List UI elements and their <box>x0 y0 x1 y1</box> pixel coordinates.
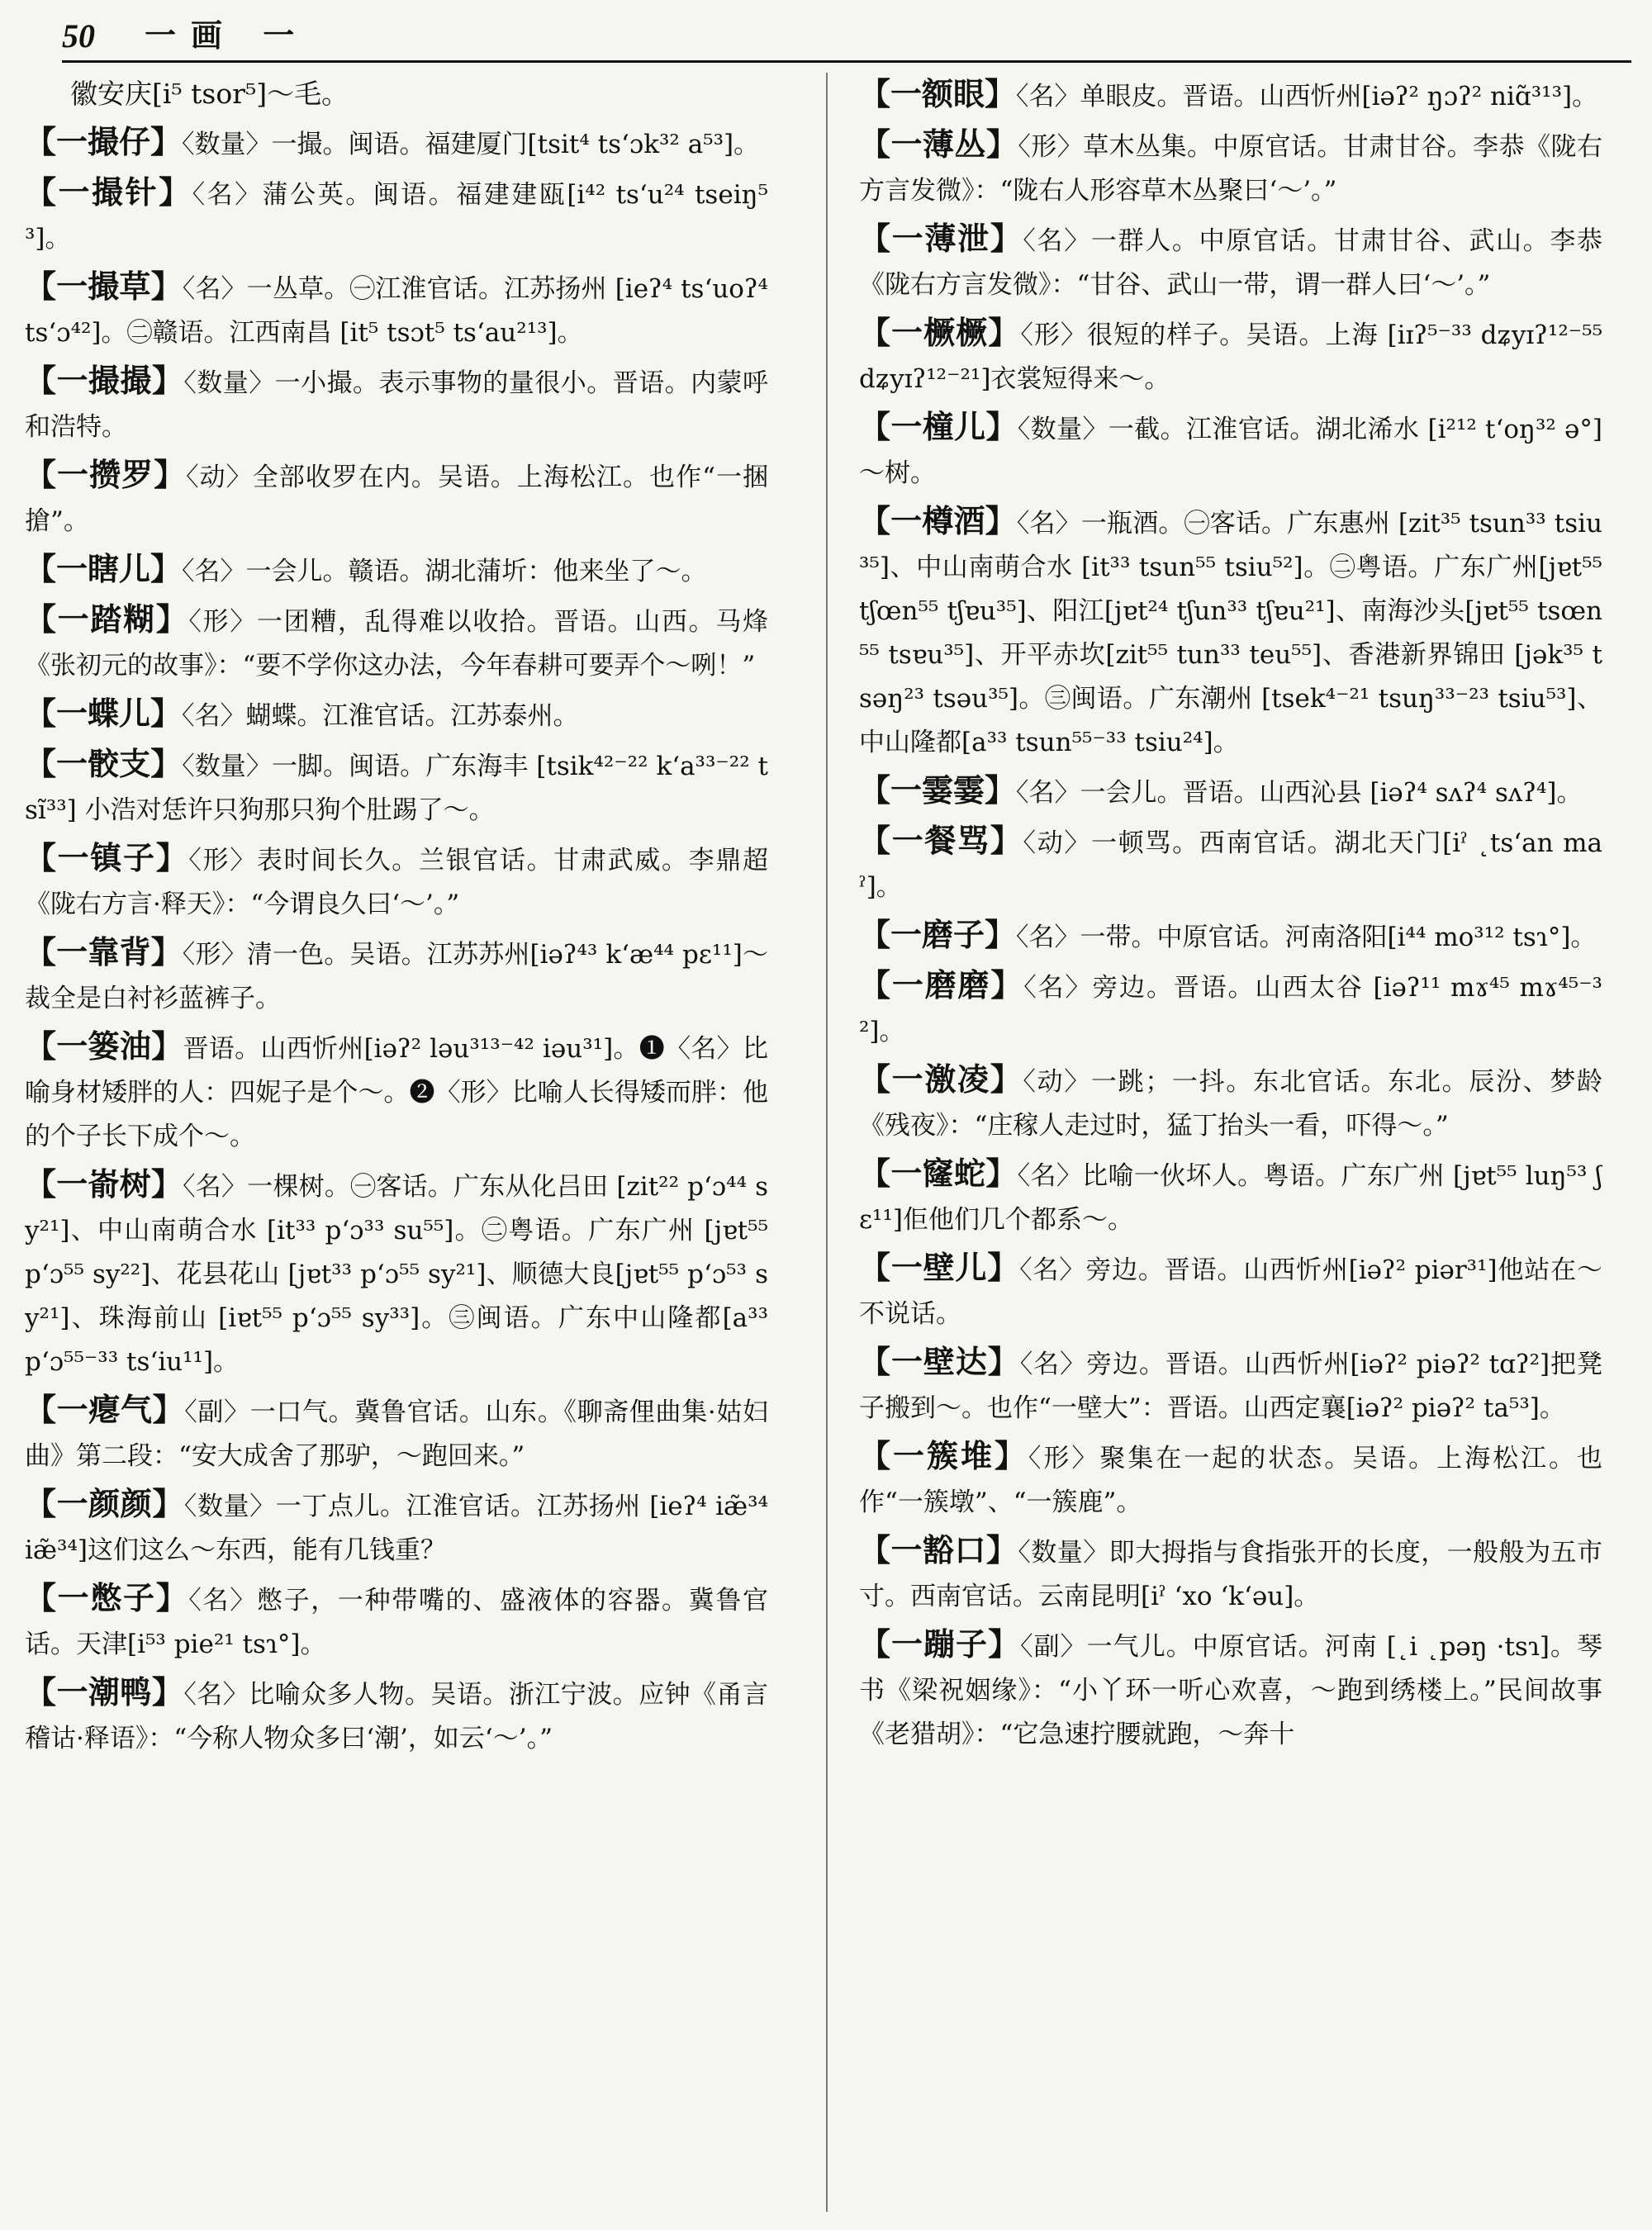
dictionary-entry <box>25 1163 768 1383</box>
entry-headword: 【一憋子】 <box>25 1579 189 1616</box>
entry-definition: 一群人。中原官话。甘肃甘谷、武山。李恭《陇右方言发微》：“甘谷、武山一带，谓一群人曰‘～’。” <box>859 226 1602 300</box>
part-of-speech: 〈数量〉 <box>1017 415 1108 444</box>
part-of-speech: 〈名〉 <box>192 180 263 210</box>
entry-headword: 【一攒罗】 <box>25 456 187 493</box>
dictionary-entry <box>25 453 768 543</box>
entry-definition: 旁边。晋语。山西太谷 [iəʔ¹¹ mɤ⁴⁵ mɤ⁴⁵⁻³²]。 <box>859 973 1602 1046</box>
part-of-speech: 〈名〉 <box>1016 778 1080 808</box>
entry-headword: 【一薄泄】 <box>859 220 1023 257</box>
entry-headword: 【一撮仔】 <box>25 123 183 160</box>
part-of-speech: 〈数量〉 <box>183 1492 276 1521</box>
part-of-speech: 〈名〉 <box>1017 1161 1083 1191</box>
entry-headword: 【一撮针】 <box>25 173 192 211</box>
dictionary-entry <box>859 1152 1602 1241</box>
entry-headword: 【一橦儿】 <box>859 408 1018 445</box>
entry-headword: 【一蹦子】 <box>859 1625 1021 1663</box>
dictionary-entry <box>859 1623 1602 1756</box>
entry-headword: 【一窿蛇】 <box>859 1155 1018 1192</box>
part-of-speech: 〈名〉 <box>1016 82 1080 112</box>
left-column <box>25 73 768 2212</box>
entry-definition: 一截。江淮官话。湖北浠水 [i²¹² t‘oŋ³² ə°]～树。 <box>859 415 1602 488</box>
entry-definition: 比喻众多人物。吴语。浙江宁波。应钟《甬言稽诂·释语》：“今称人物众多曰‘潮’，如云‘～’。” <box>25 1680 768 1753</box>
part-of-speech: 〈形〉 <box>1020 320 1087 350</box>
entry-definition: 一顿骂。西南官话。湖北天门[iˀ ˛ts‘an maˀ]。 <box>859 828 1602 902</box>
entry-definition: 一会儿。赣语。湖北蒲圻：他来坐了～。 <box>245 557 707 586</box>
entry-headword: 【一镇子】 <box>25 839 189 876</box>
entry-definition: 晋语。山西忻州[iəʔ² ləu³¹³⁻⁴² iəu³¹]。❶〈名〉比喻身材矮胖的人：四妮子是个～。❷〈形〉比喻人长得矮而胖：他的个子长下成个～。 <box>25 1034 768 1151</box>
dictionary-entry <box>859 123 1602 212</box>
entry-headword: 【一簇堆】 <box>859 1437 1028 1474</box>
dictionary-entry <box>859 500 1602 764</box>
part-of-speech: 〈副〉 <box>1020 1632 1087 1662</box>
entry-definition: 全部收罗在内。吴语。上海松江。也作“一捆搶”。 <box>25 463 768 536</box>
entry-headword: 【一篓油】 <box>25 1027 183 1065</box>
entry-headword: 【一霎霎】 <box>859 771 1017 809</box>
part-of-speech: 〈名〉 <box>1019 1255 1086 1285</box>
entry-headword: 【一壁达】 <box>859 1343 1020 1380</box>
part-of-speech: 〈名〉 <box>1016 923 1080 952</box>
entry-definition: 蝴蝶。江淮官话。江苏泰州。 <box>245 701 579 731</box>
dictionary-entry <box>25 931 768 1020</box>
entry-headword: 【一颜颜】 <box>25 1485 184 1522</box>
entry-headword: 【一靠背】 <box>25 933 183 970</box>
entry-definition: 一气儿。中原官话。河南 [˛i ˛pəŋ ·tsɿ]。琴书《梁祝姻缘》：“小丫环一听心欢喜，～跑到绣楼上。”民间故事《老猎胡》：“它急速拧腰就跑，～奔十 <box>859 1632 1602 1749</box>
part-of-speech: 〈动〉 <box>1023 828 1092 858</box>
entry-definition: 一带。中原官话。河南洛阳[i⁴⁴ mo³¹² tsɿ°]。 <box>1080 923 1597 952</box>
entry-headword: 【一樽酒】 <box>859 502 1017 539</box>
entry-headword: 【一豁口】 <box>859 1531 1018 1568</box>
entry-definition: 一棵树。㊀客话。广东从化吕田 [zit²² p‘ɔ⁴⁴ sy²¹]、中山南萌合水 [it³³ p‘ɔ³³ su⁵⁵]。㊁粤语。广东广州 [jɐt⁵⁵ p‘ɔ⁵⁵ sy²²]、花县花山 [jɐt³³ p‘ɔ⁵⁵ sy²¹]、顺德大良[jɐt⁵⁵ p‘ɔ⁵³ sy²¹]、珠海前山 [iɐt⁵⁵ p‘ɔ⁵⁵ sy³³]。㊂闽语。广东中山隆都[a³³ p‘ɔ⁵⁵⁻³³ ts‘iu¹¹]。 <box>25 1172 768 1377</box>
entry-definition: 聚集在一起的状态。吴语。上海松江。也作“一簇墩”、“一簇鹿”。 <box>859 1444 1602 1517</box>
entry-definition: 憋子，一种带嘴的、盛液体的容器。冀鲁官话。天津[i⁵³ pie²¹ tsɿ°]。 <box>25 1586 768 1659</box>
entry-definition: 一瓶酒。㊀客话。广东惠州 [zit³⁵ tsun³³ tsiu³⁵]、中山南萌合水 [it³³ tsun⁵⁵ tsiu⁵²]。㊁粤语。广东广州[jɐt⁵⁵ tʃœn⁵⁵ tʃɐu³⁵]、阳江[jɐt²⁴ tʃun³³ tʃɐu²¹]、南海沙头[jɐt⁵⁵ tsœn⁵⁵ tsɐu³⁵]、开平赤坎[zit⁵⁵ tun³³ teu⁵⁵]、香港新界锦田 [jək³⁵ tsəŋ²³ tsəu³⁵]。㊂闽语。广东潮州 [tsek⁴⁻²¹ tsuŋ³³⁻²³ tsiu⁵³]、中山隆都[a³³ tsun⁵⁵⁻³³ tsiu²⁴]。 <box>859 509 1602 757</box>
column-divider <box>826 73 828 2212</box>
entry-headword: 【一骹支】 <box>25 745 183 782</box>
dictionary-entry <box>25 359 768 448</box>
entry-headword: 【一餐骂】 <box>859 822 1023 859</box>
entry-definition: 一丁点儿。江淮官话。江苏扬州 [ieʔ⁴ iæ̃³⁴ iæ̃³⁴]这们这么～东西，能有几钱重？ <box>25 1492 768 1565</box>
part-of-speech: 〈数量〉 <box>183 368 275 398</box>
entry-definition: 即大拇指与食指张开的长度，一般般为五市寸。西南官话。云南昆明[iˀ ‘xo ‘k‘əu]。 <box>859 1538 1602 1611</box>
entry-definition: 一团糟，乱得难以收拾。晋语。山西。马烽《张初元的故事》：“要不学你这办法，今年春耕可要弄个～咧！” <box>25 607 768 681</box>
dictionary-entry <box>25 171 768 260</box>
entry-headword: 【一薄丛】 <box>859 126 1018 163</box>
entry-headword: 【一嵛树】 <box>25 1165 183 1203</box>
entry-definition: 很短的样子。吴语。上海 [iɪʔ⁵⁻³³ dʑyɪʔ¹²⁻⁵⁵ dʑyɪʔ¹²⁻²¹]衣裳短得来～。 <box>859 320 1602 394</box>
entry-headword: 【一瘪气】 <box>25 1391 185 1428</box>
entry-headword: 【一踏糊】 <box>25 600 189 638</box>
dictionary-entry <box>859 913 1602 959</box>
dictionary-entry <box>25 548 768 593</box>
right-column <box>859 73 1602 2212</box>
entry-headword: 【一磨子】 <box>859 916 1017 953</box>
dictionary-entry <box>25 1483 768 1572</box>
dictionary-entry <box>859 769 1602 814</box>
part-of-speech: 〈形〉 <box>1018 132 1084 162</box>
dictionary-entry <box>859 964 1602 1053</box>
entry-headword: 【一激凌】 <box>859 1060 1023 1098</box>
dictionary-entry <box>25 692 768 738</box>
entry-definition: 旁边。晋语。山西忻州[iəʔ² piər³¹]他站在～不说话。 <box>859 1255 1602 1329</box>
entry-definition: 单眼皮。晋语。山西忻州[iəʔ² ŋɔʔ² niɑ̃³¹³]。 <box>1080 82 1598 112</box>
entry-headword: 【一撮撮】 <box>25 362 184 399</box>
entry-definition: 清一色。吴语。江苏苏州[iəʔ⁴³ k‘æ⁴⁴ pɛ¹¹]～裁全是白衬衫蓝裤子。 <box>25 940 768 1013</box>
part-of-speech: 〈形〉 <box>182 940 247 970</box>
entry-definition: 旁边。晋语。山西忻州[iəʔ² piəʔ² tɑʔ²]把凳子搬到～。也作“一壁大”：晋语。山西定襄[iəʔ² piəʔ² ta⁵³]。 <box>859 1350 1602 1423</box>
entry-definition: 一丛草。㊀江淮官话。江苏扬州 [ieʔ⁴ ts‘uoʔ⁴ ts‘ɔ⁴²]。㊁赣语。江西南昌 [it⁵ tsɔt⁵ ts‘au²¹³]。 <box>25 274 768 348</box>
part-of-speech: 〈名〉 <box>183 1680 249 1710</box>
entry-headword: 【一壁儿】 <box>859 1249 1020 1286</box>
entry-headword: 【一橛橛】 <box>859 314 1021 351</box>
part-of-speech: 〈形〉 <box>188 607 257 637</box>
section-title: 一画 一 <box>145 17 310 54</box>
dictionary-entry <box>25 265 768 354</box>
entry-headword: 【一瞎儿】 <box>25 550 183 587</box>
part-of-speech: 〈名〉 <box>188 1586 257 1616</box>
dictionary-entry <box>859 1435 1602 1524</box>
entry-headword: 【一潮鸭】 <box>25 1673 184 1710</box>
dictionary-entry <box>859 406 1602 495</box>
entry-definition: 一小撮。表示事物的量很小。晋语。内蒙呼和浩特。 <box>25 368 768 442</box>
part-of-speech: 〈形〉 <box>1028 1444 1100 1473</box>
dictionary-entry <box>859 1058 1602 1147</box>
dictionary-entry <box>25 1388 768 1478</box>
part-of-speech: 〈形〉 <box>188 846 257 875</box>
dictionary-entry <box>859 1340 1602 1430</box>
part-of-speech: 〈名〉 <box>1023 973 1093 1003</box>
part-of-speech: 〈名〉 <box>182 701 246 731</box>
entry-definition: 草木丛集。中原官话。甘肃甘谷。李恭《陇右方言发微》：“陇右人形容草木丛聚曰‘～’。” <box>859 132 1602 206</box>
dictionary-entry <box>25 1025 768 1158</box>
dictionary-entry <box>859 819 1602 909</box>
entry-definition: 一脚。闽语。广东海丰 [tsik⁴²⁻²² k‘a³³⁻²² tsĩ³³] 小浩对恁许只狗那只狗个肚踢了～。 <box>25 752 768 825</box>
continued-entry-text: 徽安庆[i⁵ tsor⁵]～毛。 <box>70 78 349 110</box>
part-of-speech: 〈名〉 <box>1019 1350 1087 1379</box>
entry-definition: 一会儿。晋语。山西沁县 [iəʔ⁴ sʌʔ⁴ sʌʔ⁴]。 <box>1080 778 1583 808</box>
part-of-speech: 〈副〉 <box>184 1397 250 1427</box>
part-of-speech: 〈名〉 <box>1016 509 1081 539</box>
dictionary-entry <box>25 1577 768 1666</box>
page-number: 50 <box>62 17 95 55</box>
part-of-speech: 〈名〉 <box>183 1172 248 1202</box>
part-of-speech: 〈动〉 <box>1023 1067 1091 1097</box>
dictionary-entry <box>25 837 768 926</box>
part-of-speech: 〈名〉 <box>182 557 246 586</box>
entry-definition: 表时间长久。兰银官话。甘肃武威。李鼎超《陇右方言·释天》：“今谓良久曰‘～’。” <box>25 846 768 919</box>
entry-definition: 蒲公英。闽语。福建建瓯[i⁴² ts‘u²⁴ tseiŋ⁵³]。 <box>25 180 768 254</box>
dictionary-entry <box>859 217 1602 306</box>
dictionary-entry <box>25 598 768 687</box>
dictionary-entry <box>25 743 768 832</box>
part-of-speech: 〈动〉 <box>186 463 253 492</box>
dictionary-entry <box>25 121 768 166</box>
part-of-speech: 〈数量〉 <box>182 130 272 159</box>
part-of-speech: 〈名〉 <box>1023 226 1091 256</box>
entry-headword: 【一磨磨】 <box>859 966 1024 1004</box>
entry-headword: 【一蝶儿】 <box>25 695 183 732</box>
entry-headword: 【一额眼】 <box>859 75 1017 112</box>
part-of-speech: 〈数量〉 <box>1018 1538 1109 1568</box>
dictionary-entry <box>859 1246 1602 1336</box>
dictionary-entry <box>859 73 1602 118</box>
dictionary-entry <box>859 311 1602 401</box>
page-header <box>62 15 1631 63</box>
entry-definition: 一跳；一抖。东北官话。东北。辰汾、梦龄《残夜》：“庄稼人走过时，猛丁抬头一看，吓得～。” <box>859 1067 1602 1141</box>
part-of-speech: 〈名〉 <box>182 274 247 304</box>
entry-definition: 一撮。闽语。福建厦门[tsit⁴ ts‘ɔk³² a⁵³]。 <box>271 130 760 159</box>
dictionary-entry <box>859 1529 1602 1618</box>
entry-definition: 一口气。冀鲁官话。山东。《聊斋俚曲集·姑妇曲》第二段：“安大成舍了那驴，～跑回来。” <box>25 1397 768 1471</box>
entry-definition: 比喻一伙坏人。粤语。广东广州 [jɐt⁵⁵ luŋ⁵³ ʃɛ¹¹]佢他们几个都系～。 <box>859 1161 1602 1235</box>
part-of-speech: 〈数量〉 <box>182 752 272 781</box>
entry-headword: 【一撮草】 <box>25 268 183 305</box>
dictionary-entry <box>25 1671 768 1760</box>
